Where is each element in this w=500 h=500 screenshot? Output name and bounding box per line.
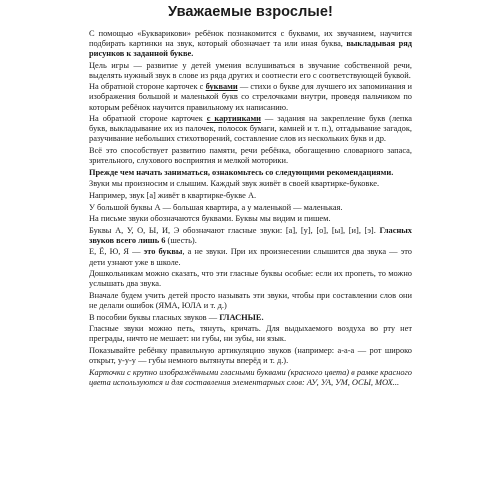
- paragraph-run: Показывайте ребёнку правильную артикуляцию звуков (например: а-а-а — рот широко открыт, у-у-у — губы немного вытянуты вперёд и т. д.).: [89, 345, 412, 365]
- paragraph: [89, 346, 412, 366]
- paragraph-run: Цель игры — развитие у детей умения вслушиваться в звучание собственной речи, выделять нужный звук в слове из ряда других и соотнести его с соответствующей буквой.: [89, 60, 412, 80]
- paragraph-run: В пособии буквы гласных звуков —: [89, 312, 220, 322]
- paragraph-run: буквами: [205, 82, 238, 92]
- paragraph-run: Буквы А, У, О, Ы, И, Э обозначают гласные звуки: [а], [у], [о], [ы], [и], [э].: [89, 225, 380, 235]
- paragraph-run: Карточки с крупно изображёнными гласными буквами (красного цвета) в рамке красного цвета используются и для составления элементарных слов: АУ, УА, УМ, ОСЫ, МОХ...: [89, 367, 412, 387]
- paragraph-run: На обратной стороне карточек с: [89, 82, 206, 92]
- paragraph-run: с картинками: [206, 114, 261, 124]
- document-body: [89, 29, 412, 388]
- paragraph-run: Прежде чем начать заниматься, ознакомьтесь со следующими рекомендациями.: [89, 167, 394, 177]
- paragraph-run: С помощью «Букварикови» ребёнок познакомится с буквами, их звучанием, научится подбирать картинки на звук, который обозначает та или иная буква,: [89, 29, 412, 49]
- paragraph: [89, 146, 412, 166]
- paragraph-run: Например, звук [а] живёт в квартирке-букве А.: [89, 190, 257, 200]
- paragraph-run: Гласных звуков всего лишь 6: [89, 225, 412, 245]
- paragraph: [89, 313, 412, 323]
- paragraph-run: Гласные звуки можно петь, тянуть, кричать. Для выдыхаемого воздуха во рту нет преграды, ничто не мешает: ни губы, ни зубы, ни язык.: [89, 324, 412, 344]
- paragraph-run: , а не звуки. При их произнесении слышится два звука — это дети узнают уже в школе.: [89, 247, 412, 267]
- paragraph-run: У большой буквы А — большая квартира, а у маленькой — маленькая.: [89, 202, 343, 212]
- paragraph: [89, 247, 412, 267]
- paragraph: [89, 324, 412, 344]
- paragraph: [89, 291, 412, 311]
- paragraph: [89, 226, 412, 246]
- paragraph: [89, 269, 412, 289]
- paragraph: [89, 168, 412, 178]
- paragraph-run: (шесть).: [165, 235, 197, 245]
- paragraph-run: Всё это способствует развитию памяти, речи ребёнка, обогащению словарного запаса, зрительного, слухового восприятия и мелкой моторики.: [89, 145, 412, 165]
- paragraph-run: выкладывая ряд рисунков к заданной букве.: [89, 39, 413, 59]
- paragraph-run: ГЛАСНЫЕ.: [219, 312, 264, 322]
- paragraph: [89, 191, 412, 201]
- paragraph: [89, 203, 412, 213]
- page-title: Уважаемые взрослые!: [168, 4, 333, 20]
- paragraph-run: — стихи о букве для лучшего их запоминания и изображения большой и маленькой букв со стрелочками внутри, проведя пальчиком по которым ребёнок научится правильному их написанию.: [89, 82, 412, 112]
- paragraph: [89, 82, 412, 112]
- paragraph: [89, 61, 412, 81]
- paragraph-run: это буквы: [143, 247, 183, 257]
- paragraph-run: На обратной стороне карточек: [89, 114, 207, 124]
- paragraph: [89, 29, 412, 59]
- paragraph: [89, 214, 412, 224]
- paragraph: [89, 114, 412, 144]
- paragraph-run: Дошкольникам можно сказать, что эти гласные буквы особые: если их пропеть, то можно услышать два звука.: [89, 269, 412, 289]
- paragraph-run: Е, Ё, Ю, Я —: [89, 247, 144, 257]
- paragraph: [89, 368, 412, 388]
- paragraph-run: Вначале будем учить детей просто называть эти звуки, чтобы при составлении слов они не делали ошибок (ЯМА, ЮЛА и т. д.): [89, 290, 412, 310]
- paragraph-run: Звуки мы произносим и слышим. Каждый звук живёт в своей квартирке-буковке.: [89, 179, 380, 189]
- paragraph-run: — задания на закрепление букв (лепка букв, выкладывание их из палочек, полосок бумаги, камней и т. п.), отгадывание загадок, разучивание небольших стихотворений, составление слов из нескольких букв и др.: [89, 114, 412, 144]
- paragraph-run: На письме звуки обозначаются буквами. Буквы мы видим и пишем.: [89, 214, 331, 224]
- paragraph: [89, 179, 412, 189]
